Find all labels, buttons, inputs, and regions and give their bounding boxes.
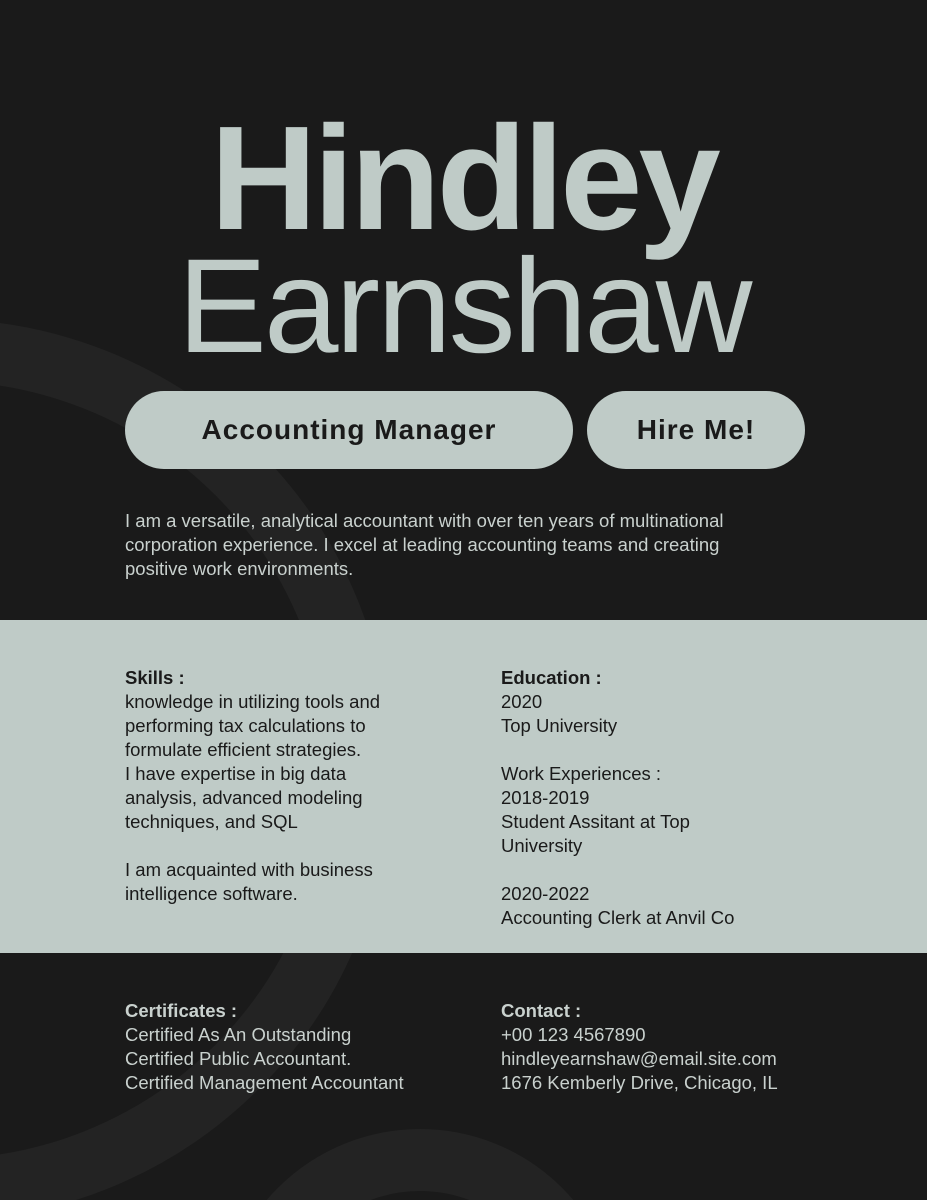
skills-section bbox=[125, 666, 465, 906]
work-heading: Work Experiences : bbox=[501, 763, 662, 784]
role-badge: Accounting Manager bbox=[125, 391, 573, 469]
name-last: Earnshaw bbox=[177, 232, 750, 381]
certificate-item: Certified Public Accountant. bbox=[125, 1048, 352, 1069]
education-heading: Education : bbox=[501, 667, 602, 688]
education-school: Top University bbox=[501, 715, 618, 736]
certificate-item: Certified Management Accountant bbox=[125, 1072, 404, 1093]
contact-address: 1676 Kemberly Drive, Chicago, IL bbox=[501, 1072, 778, 1093]
contact-phone[interactable]: +00 123 4567890 bbox=[501, 1024, 646, 1045]
work-period: 2020-2022 bbox=[501, 883, 590, 904]
hire-me-button[interactable]: Hire Me! bbox=[587, 391, 805, 469]
skills-line: analysis, advanced modeling bbox=[125, 787, 363, 808]
certificates-section bbox=[125, 999, 465, 1095]
education-section bbox=[501, 666, 821, 930]
skills-line: formulate efficient strategies. bbox=[125, 739, 362, 760]
education-year: 2020 bbox=[501, 691, 543, 712]
summary-line: I am a versatile, analytical accountant with over ten years of multinational bbox=[125, 510, 724, 531]
contact-heading: Contact : bbox=[501, 1000, 582, 1021]
skills-line: performing tax calculations to bbox=[125, 715, 366, 736]
name-first: Hindley bbox=[210, 96, 717, 261]
summary-line: positive work environments. bbox=[125, 558, 354, 579]
skills-line: knowledge in utilizing tools and bbox=[125, 691, 381, 712]
summary-line: corporation experience. I excel at leading accounting teams and creating bbox=[125, 534, 720, 555]
contact-email[interactable]: hindleyearnshaw@email.site.com bbox=[501, 1048, 777, 1069]
certificates-heading: Certificates : bbox=[125, 1000, 238, 1021]
skills-heading: Skills : bbox=[125, 667, 185, 688]
work-title: University bbox=[501, 835, 583, 856]
skills-line: I am acquainted with business bbox=[125, 859, 373, 880]
spacer bbox=[125, 834, 465, 858]
summary bbox=[125, 509, 805, 581]
certificate-item: Certified As An Outstanding bbox=[125, 1024, 352, 1045]
contact-section bbox=[501, 999, 821, 1095]
skills-line: techniques, and SQL bbox=[125, 811, 298, 832]
skills-line: I have expertise in big data bbox=[125, 763, 347, 784]
skills-line: intelligence software. bbox=[125, 883, 298, 904]
spacer bbox=[501, 858, 821, 882]
work-title: Student Assitant at Top bbox=[501, 811, 690, 832]
spacer bbox=[501, 738, 821, 762]
work-title: Accounting Clerk at Anvil Co bbox=[501, 907, 735, 928]
work-period: 2018-2019 bbox=[501, 787, 590, 808]
